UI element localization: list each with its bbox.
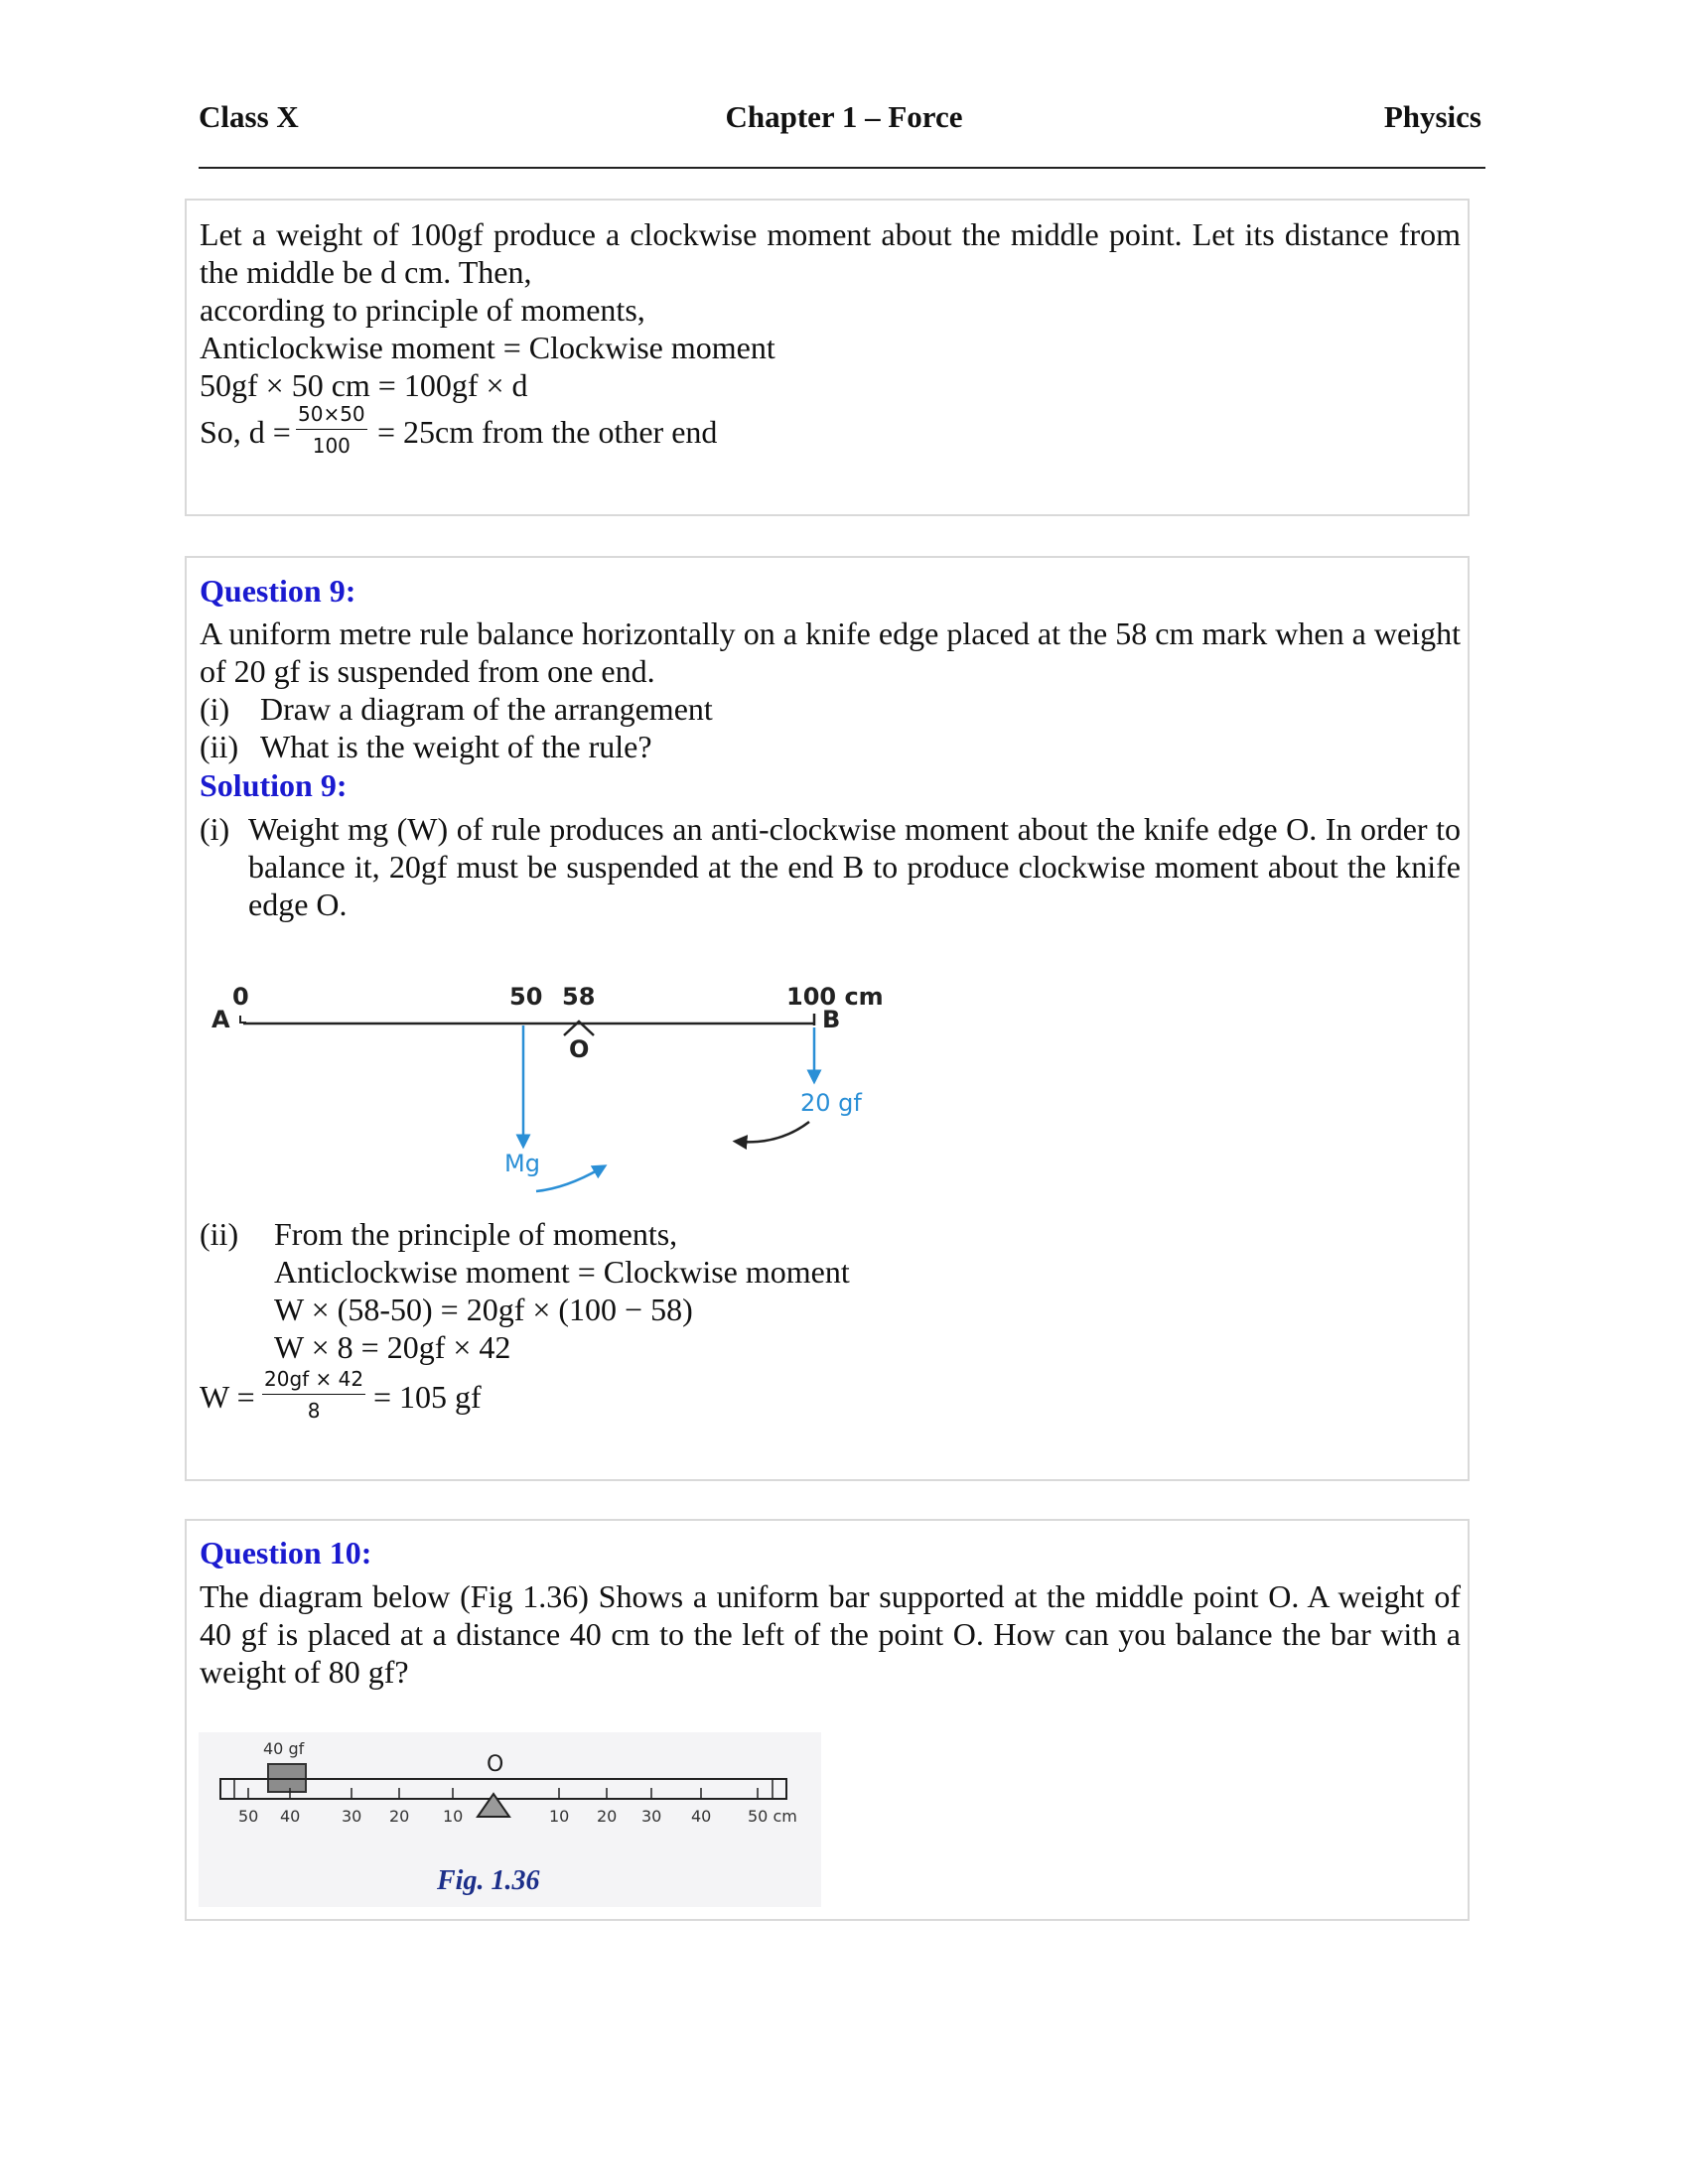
question-9-item-2-number: (ii) — [200, 729, 239, 764]
scale-label-right-1: 20 — [597, 1807, 618, 1826]
question-9-heading: Question 9: — [200, 573, 356, 609]
box1-so-result: = 25cm from the other end — [377, 414, 718, 450]
solution-9-part-i-text: Weight mg (W) of rule produces an anti-clockwise moment about the knife edge O. In order to balance it, 20gf must be suspended at the end B to produce clockwise moment about the knife edge O. — [248, 811, 1461, 922]
question-9-item-1-text: Draw a diagram of the arrangement — [260, 691, 713, 727]
weight-result-fraction — [262, 1367, 365, 1423]
header-subject: Physics — [1383, 99, 1481, 134]
label-knife-edge-o: O — [569, 1035, 590, 1063]
label-mg: Mg — [504, 1150, 540, 1177]
question-9-text: A uniform metre rule balance horizontally on a knife edge placed at the 58 cm mark when a weight of 20 gf is suspended from one end. — [200, 615, 1461, 689]
question-10-heading: Question 10: — [200, 1535, 372, 1570]
weight-result-denominator: 8 — [307, 1399, 321, 1423]
figure-1-36 — [199, 1732, 821, 1907]
question-9-item-2-text: What is the weight of the rule? — [260, 729, 652, 764]
box1-fraction-denominator: 100 — [312, 434, 351, 458]
figure-caption: Fig. 1.36 — [437, 1865, 540, 1896]
scale-label-left-3: 20 — [389, 1807, 410, 1826]
header-class: Class X — [199, 99, 299, 134]
label-pivot-o: O — [487, 1752, 504, 1777]
scale-label-right-4: 50 cm — [748, 1807, 797, 1826]
solution-9-part-i-number: (i) — [200, 811, 230, 847]
box1-line-equation: 50gf × 50 cm = 100gf × d — [200, 367, 528, 403]
weight-result-value: = 105 gf — [373, 1379, 482, 1415]
label-58-mark: 58 — [562, 983, 596, 1011]
label-100-cm-mark: 100 cm — [786, 983, 884, 1011]
header-chapter: Chapter 1 – Force — [725, 99, 963, 134]
label-end-b: B — [822, 1006, 841, 1033]
scale-label-left-2: 30 — [342, 1807, 362, 1826]
header-rule — [199, 167, 1485, 169]
box1-paragraph: Let a weight of 100gf produce a clockwise moment about the middle point. Let its distance from the middle be d cm. Then, — [200, 216, 1461, 290]
label-50-mark: 50 — [509, 983, 543, 1011]
solution-9-part-ii-line-3: W × (58-50) = 20gf × (100 − 58) — [274, 1292, 693, 1327]
solution-9-part-ii-line-1: From the principle of moments, — [274, 1216, 678, 1252]
scale-label-right-2: 30 — [641, 1807, 662, 1826]
scale-label-right-0: 10 — [549, 1807, 570, 1826]
solution-9-part-ii-number: (ii) — [200, 1216, 239, 1252]
scale-label-right-3: 40 — [691, 1807, 712, 1826]
box1-fraction — [296, 402, 367, 458]
box1-fraction-numerator: 50×50 — [296, 402, 367, 430]
box1-line-principle: according to principle of moments, — [200, 292, 645, 328]
scale-label-left-0: 50 — [238, 1807, 259, 1826]
question-9-item-1-number: (i) — [200, 691, 230, 727]
label-zero-mark: 0 — [232, 983, 249, 1011]
anticlockwise-moment-arrow — [536, 1168, 601, 1191]
solution-9-part-ii-line-2: Anticlockwise moment = Clockwise moment — [274, 1254, 850, 1290]
label-end-a: A — [211, 1006, 230, 1033]
clockwise-moment-arrow — [740, 1122, 809, 1142]
weight-result-numerator: 20gf × 42 — [262, 1367, 365, 1395]
metre-rule-diagram — [199, 978, 914, 1206]
box1-so-prefix: So, d = — [200, 414, 291, 450]
label-20-gf: 20 gf — [800, 1089, 862, 1117]
scale-label-left-4: 10 — [443, 1807, 464, 1826]
label-40-gf-weight: 40 gf — [263, 1739, 305, 1758]
box1-line-moments: Anticlockwise moment = Clockwise moment — [200, 330, 775, 365]
rule-end-a-bracket — [240, 1016, 246, 1023]
question-10-text: The diagram below (Fig 1.36) Shows a uniform bar supported at the middle point O. A weight of 40 gf is placed at a distance 40 cm to the left of the point O. How can you balance the bar with a weight of 80 gf? — [200, 1578, 1461, 1690]
scale-label-left-1: 40 — [280, 1807, 301, 1826]
solution-9-part-ii-line-4: W × 8 = 20gf × 42 — [274, 1329, 511, 1365]
weight-result-prefix: W = — [200, 1379, 255, 1415]
solution-9-heading: Solution 9: — [200, 767, 348, 803]
